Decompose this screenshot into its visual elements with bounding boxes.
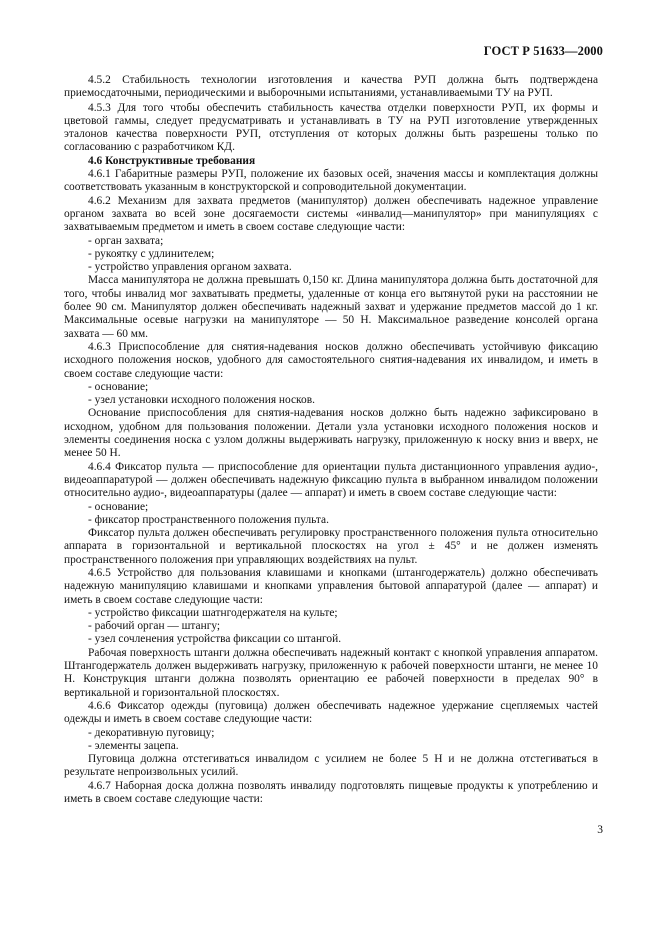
list-item: - фиксатор пространственного положения пульта. [88, 513, 329, 526]
paragraph-rod-surface: Рабочая поверхность штанги должна обеспечивать надежный контакт с кнопкой управления аппаратом. Штангодержатель должен выдерживать нагрузку, приложенную к рабочей поверхности штанги, не менее 10 Н. Конструкция штанги должна позволять ориентацию ее рабочей поверхности в пределах 90° в вертикальной и горизонтальной плоскостях. [64, 646, 598, 699]
list-item: - элементы зацепа. [88, 739, 179, 752]
list-item: - декоративную пуговицу; [88, 726, 215, 739]
paragraph-4-6-6: 4.6.6 Фиксатор одежды (пуговица) должен обеспечивать надежное удержание сцепляемых частей одежды и иметь в своем составе следующие части: [64, 699, 598, 726]
list-item: - основание; [88, 500, 149, 513]
paragraph-4-5-3: 4.5.3 Для того чтобы обеспечить стабильность качества отделки поверхности РУП, их формы и цветовой гаммы, следует предусматривать и устанавливать в ТУ на РУП изготовление утвержденных эталонов качества поверхности РУП, отступления от которых должны быть разрешены только по согласованию с разработчиком КД. [64, 101, 598, 154]
section-heading-4-6: 4.6 Конструктивные требования [88, 154, 256, 167]
paragraph-remote-fixator: Фиксатор пульта должен обеспечивать регулировку пространственного положения пульта относительно аппарата в горизонтальной и вертикальной плоскостях на угол ± 45° и не должен изменять пространственного положения при управляющих воздействиях на пульт. [64, 527, 598, 566]
list-item: - устройство фиксации шатнгодержателя на культе; [88, 606, 338, 619]
list-item: - узел сочленения устройства фиксации со штангой. [88, 633, 342, 646]
paragraph-4-6-3: 4.6.3 Приспособление для снятия-надевания носков должно обеспечивать устойчивую фиксацию исходного положения носков, удобного для самостоятельного снятия-надевания их инвалидом, и иметь в своем составе следующие части: [64, 340, 598, 380]
document-body [64, 74, 598, 806]
list-item: - рукоятку с удлинителем; [88, 247, 215, 260]
list-item: - орган захвата; [88, 234, 164, 247]
list-item: - рабочий орган — штангу; [88, 620, 221, 633]
paragraph-4-6-5: 4.6.5 Устройство для пользования клавишами и кнопками (штангодержатель) должно обеспечивать надежную манипуляцию клавишами и кнопками управления бытовой аппаратурой (далее — аппарат) и иметь в своем составе следующие части: [64, 566, 598, 606]
list-item: - основание; [88, 380, 149, 393]
list-item: - узел установки исходного положения носков. [88, 394, 315, 407]
standard-header: ГОСТ Р 51633—2000 [483, 44, 603, 58]
paragraph-manipulator-mass: Масса манипулятора не должна превышать 0,150 кг. Длина манипулятора должна быть достаточной для того, чтобы инвалид мог захватывать предметы, удаленные от конца его вытянутой руки на расстоянии не более 90 см. Манипулятор должен обеспечивать надежный захват и удержание предметов массой до 1 кг. Максимальные осевые нагрузки на манипуляторе — 50 Н. Максимальное разведение консолей органа захвата — 60 мм. [64, 274, 598, 340]
page-number: 3 [597, 824, 603, 836]
paragraph-4-6-4: 4.6.4 Фиксатор пульта — приспособление для ориентации пульта дистанционного управления аудио-, видеоаппаратурой — должен обеспечивать надежную фиксацию пульта в выбранном инвалидом положении относительно аудио-, видеоаппаратуры (далее — аппарат) и иметь в своем составе следующие части: [64, 460, 598, 500]
paragraph-4-6-7: 4.6.7 Наборная доска должна позволять инвалиду подготовлять пищевые продукты к употреблению и иметь в своем составе следующие части: [64, 779, 598, 806]
paragraph-4-6-2: 4.6.2 Механизм для захвата предметов (манипулятор) должен обеспечивать надежное управление органом захвата во всей зоне досягаемости системы «инвалид—манипулятор» при манипуляциях с захватываемым предметом и иметь в своем составе следующие части: [64, 194, 598, 234]
paragraph-4-6-1: 4.6.1 Габаритные размеры РУП, положение их базовых осей, значения массы и комплектация должны соответствовать указанным в конструкторской и сопроводительной документации. [64, 168, 598, 194]
paragraph-4-5-2: 4.5.2 Стабильность технологии изготовления и качества РУП должна быть подтверждена приемосдаточными, периодическими и выборочными испытаниями, устанавливаемыми ТУ на РУП. [64, 74, 598, 100]
paragraph-sock-device-base: Основание приспособления для снятия-надевания носков должно быть надежно зафиксировано в исходном, удобном для пользования положении. Детали узла установки исходного положения носков и элементы соединения носка с узлом должны выдерживать нагрузку, приложенную к носку вниз и вверх, не менее 50 Н. [64, 407, 598, 460]
paragraph-button-force: Пуговица должна отстегиваться инвалидом с усилием не более 5 Н и не должна отстегиваться в результате непроизвольных усилий. [64, 753, 598, 779]
list-item: - устройство управления органом захвата. [88, 261, 292, 274]
